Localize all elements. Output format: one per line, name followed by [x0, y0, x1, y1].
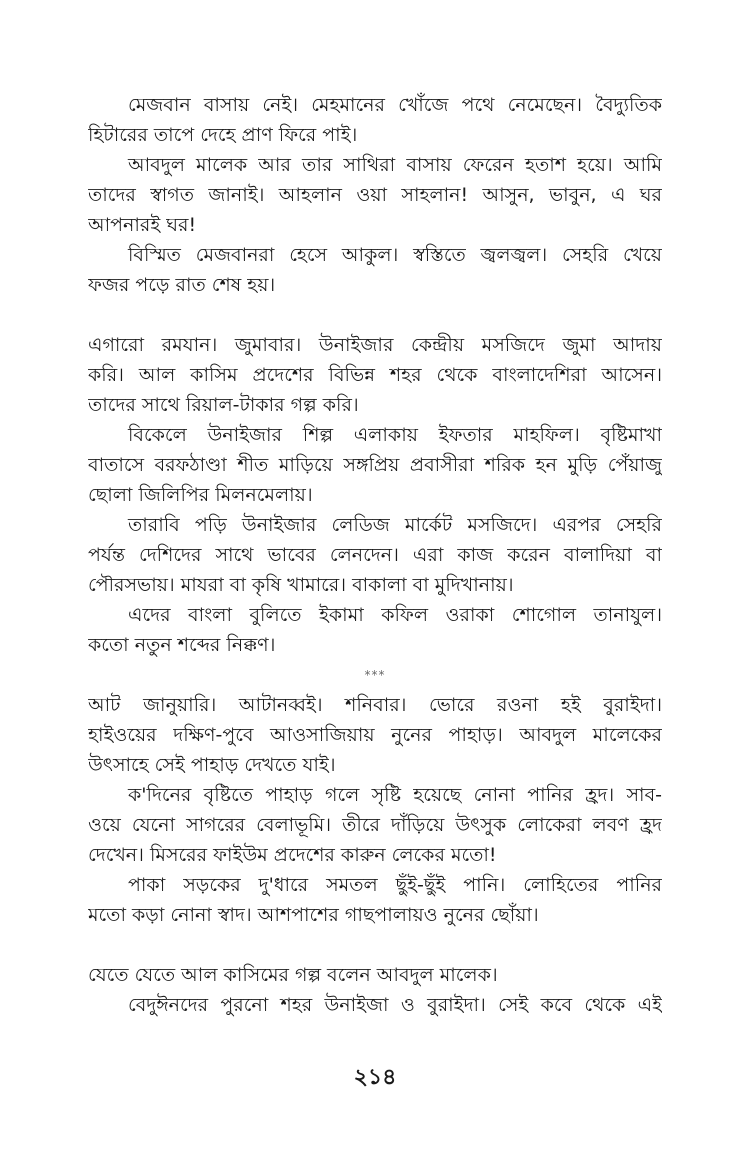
- text-line: তাদের সাথে রিয়াল-টাকার গল্প করি।: [88, 394, 359, 416]
- text-line: পৌরসভায়। মাযরা বা কৃষি খামারে। বাকালা বা মুদিখানায়।: [88, 574, 514, 596]
- section-separator: ***: [364, 668, 386, 682]
- text-line: বাতাসে বরফঠাণ্ডা শীত মাড়িয়ে সঙ্গপ্রিয় প্রবাসীরা শরিক হন মুড়ি পেঁয়াজু: [88, 454, 662, 476]
- text-line: ফজর পড়ে রাত শেষ হয়।: [88, 274, 276, 296]
- text-line: উৎসাহে সেই পাহাড় দেখতে যাই।: [88, 754, 336, 776]
- text-line: ওয়ে যেনো সাগরের বেলাভূমি। তীরে দাঁড়িয়ে উৎসুক লোকেরা লবণ হ্রদ: [88, 814, 662, 836]
- body-text: [88, 90, 662, 1020]
- text-line: মেজবান বাসায় নেই। মেহমানের খোঁজে পথে নেমেছেন। বৈদ্যুতিক: [128, 94, 662, 116]
- text-line: দেখেন। মিসরের ফাইউম প্রদেশের কারুন লেকের মতো!: [88, 844, 497, 866]
- text-line: ক'দিনের বৃষ্টিতে পাহাড় গলে সৃষ্টি হয়েছে নোনা পানির হ্রদ। সাব-: [128, 784, 662, 806]
- text-line: এগারো রমযান। জুমাবার। উনাইজার কেন্দ্রীয় মসজিদে জুমা আদায়: [88, 334, 662, 356]
- text-line: বিস্মিত মেজবানরা হেসে আকুল। স্বস্তিতে জ্বলজ্বল। সেহরি খেয়ে: [128, 244, 662, 266]
- text-line: হিটারের তাপে দেহে প্রাণ ফিরে পাই।: [88, 124, 358, 146]
- text-line: হাইওয়ের দক্ষিণ-পুবে আওসাজিয়ায় নুনের পাহাড়। আবদুল মালেকের: [88, 724, 662, 746]
- text-line: ছোলা জিলিপির মিলনমেলায়।: [88, 484, 313, 506]
- text-line: আবদুল মালেক আর তার সাথিরা বাসায় ফেরেন হতাশ হয়ে। আমি: [128, 154, 662, 176]
- page-number: ২১৪: [353, 1065, 397, 1090]
- text-line: তারাবি পড়ি উনাইজার লেডিজ মার্কেট মসজিদে। এরপর সেহরি: [128, 514, 662, 536]
- text-line: তাদের স্বাগত জানাই। আহলান ওয়া সাহলান! আসুন, ভাবুন, এ ঘর: [88, 184, 662, 206]
- text-line: আট জানুয়ারি। আটানব্বই। শনিবার। ভোরে রওনা হই বুরাইদা।: [88, 694, 662, 716]
- text-line: যেতে যেতে আল কাসিমের গল্প বলেন আবদুল মালেক।: [88, 964, 498, 986]
- text-line: পাকা সড়কের দু'ধারে সমতল ছুঁই-ছুঁই পানি। লোহিতের পানির: [128, 874, 662, 896]
- text-line: করি। আল কাসিম প্রদেশের বিভিন্ন শহর থেকে বাংলাদেশিরা আসেন।: [88, 364, 662, 386]
- text-line: মতো কড়া নোনা স্বাদ। আশপাশের গাছপালায়ও নুনের ছোঁয়া।: [88, 904, 539, 926]
- blank-line: [88, 300, 662, 330]
- blank-line: [88, 930, 662, 960]
- text-line: আপনারই ঘর!: [88, 214, 197, 236]
- text-line: বিকেলে উনাইজার শিল্প এলাকায় ইফতার মাহফিল। বৃষ্টিমাখা: [128, 424, 662, 446]
- text-line: এদের বাংলা বুলিতে ইকামা কফিল ওরাকা শোগোল তানাযুল।: [128, 604, 662, 626]
- text-line: বেদুঈনদের পুরনো শহর উনাইজা ও বুরাইদা। সেই কবে থেকে এই: [128, 994, 662, 1016]
- text-line: পর্যন্ত দেশিদের সাথে ভাবের লেনদেন। এরা কাজ করেন বালাদিয়া বা: [88, 544, 662, 566]
- text-line: কতো নতুন শব্দের নিক্কণ।: [88, 634, 276, 656]
